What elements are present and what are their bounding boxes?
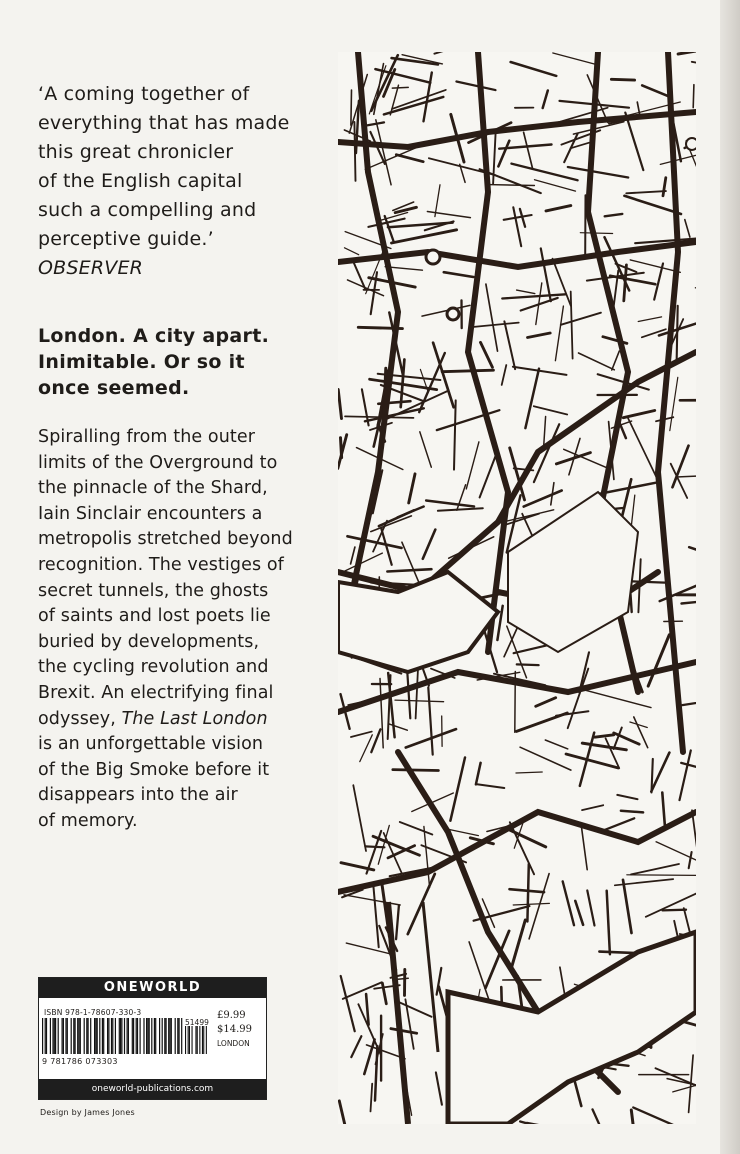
blurb-line: the pinnacle of the Shard, bbox=[38, 478, 268, 499]
blurb-line: of saints and lost poets lie bbox=[38, 606, 271, 627]
blurb-line: Spiralling from the outer bbox=[38, 427, 256, 447]
blurb-line: disappears into the air bbox=[38, 785, 238, 806]
blurb bbox=[38, 425, 318, 835]
street-map bbox=[338, 52, 696, 1124]
blurb-line: Iain Sinclair encounters a bbox=[38, 503, 263, 524]
pull-line: Inimitable. Or so it bbox=[38, 351, 245, 373]
quote-line: this great chronicler bbox=[38, 141, 234, 163]
price-gbp: £9.99 bbox=[217, 1010, 246, 1021]
quote-line: of the English capital bbox=[38, 170, 243, 192]
blurb-line: metropolis stretched beyond bbox=[38, 529, 293, 550]
page-edge bbox=[720, 0, 740, 1154]
price-usd: $14.99 bbox=[217, 1024, 252, 1035]
publisher-name: ONEWORLD bbox=[39, 978, 266, 998]
blurb-line: buried by developments, bbox=[38, 631, 260, 652]
blurb-text: odyssey, bbox=[38, 708, 122, 729]
blurb-line bbox=[38, 707, 318, 733]
blurb-line: limits of the Overground to bbox=[38, 452, 278, 473]
publisher-city: LONDON bbox=[217, 1039, 250, 1048]
publisher-website: oneworld-publications.com bbox=[39, 1079, 266, 1099]
blurb-line: of the Big Smoke before it bbox=[38, 759, 270, 780]
quote-line: everything that has made bbox=[38, 112, 290, 134]
barcode-panel bbox=[38, 977, 267, 1100]
pull-text bbox=[38, 323, 318, 401]
pull-line: London. A city apart. bbox=[38, 325, 270, 347]
book-title: The Last London bbox=[121, 708, 268, 729]
quote-line: such a compelling and bbox=[38, 199, 257, 221]
prices bbox=[217, 1009, 252, 1051]
isbn-text: ISBN 978-1-78607-330-3 bbox=[44, 1008, 142, 1017]
blurb-line: recognition. The vestiges of bbox=[38, 554, 284, 575]
blurb-line: secret tunnels, the ghosts bbox=[38, 580, 269, 601]
blurb-line: Brexit. An electrifying final bbox=[38, 682, 274, 703]
barcode-digits: 9 781786 073303 bbox=[42, 1057, 118, 1066]
barcode-addon: 51499 bbox=[185, 1018, 209, 1027]
quote-line: ‘A coming together of bbox=[38, 83, 250, 105]
pull-line: once seemed. bbox=[38, 377, 190, 399]
design-credit: Design by James Jones bbox=[40, 1108, 135, 1117]
blurb-line: of memory. bbox=[38, 810, 138, 831]
quote-source: OBSERVER bbox=[38, 257, 144, 279]
blurb-line: the cycling revolution and bbox=[38, 657, 269, 678]
blurb-line: is an unforgettable vision bbox=[38, 734, 264, 755]
street-map-illustration bbox=[338, 52, 696, 1124]
quote-line: perceptive guide.’ bbox=[38, 228, 214, 250]
review-quote bbox=[38, 80, 318, 283]
